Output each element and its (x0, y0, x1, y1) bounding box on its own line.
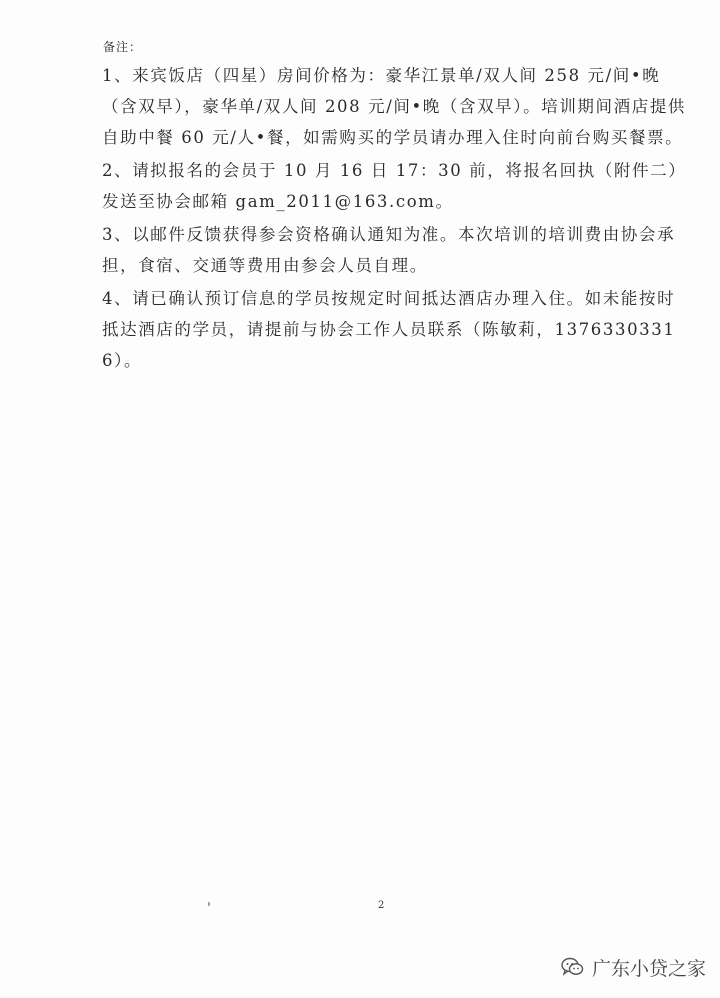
scan-speck (208, 902, 210, 906)
note-item: 1、来宾饭店（四星）房间价格为：豪华江景单/双人间 258 元/间•晚（含双早），豪华单/双人间 208 元/间•晚（含双早）。培训期间酒店提供自助中餐 60 元/人•餐，如需购买的学员请办理入住时向前台购买餐票。 (102, 66, 687, 147)
wechat-icon (560, 956, 584, 978)
note-item: 4、请已确认预订信息的学员按规定时间抵达酒店办理入住。如未能按时抵达酒店的学员，请提前与协会工作人员联系（陈敏莉，13763303316）。 (102, 289, 676, 370)
page-number: 2 (378, 900, 385, 911)
notes-list (102, 60, 692, 378)
note-item: 3、以邮件反馈获得参会资格确认通知为准。本次培训的培训费由协会承担，食宿、交通等费用由参会人员自理。 (102, 225, 676, 275)
note-item: 2、请拟报名的会员于 10 月 16 日 17：30 前，将报名回执（附件二）发送至协会邮箱 gam_2011@163.com。 (102, 161, 687, 211)
watermark-text: 广东小贷之家 (592, 957, 707, 980)
notes-heading: 备注： (103, 40, 143, 54)
watermark (560, 952, 706, 982)
